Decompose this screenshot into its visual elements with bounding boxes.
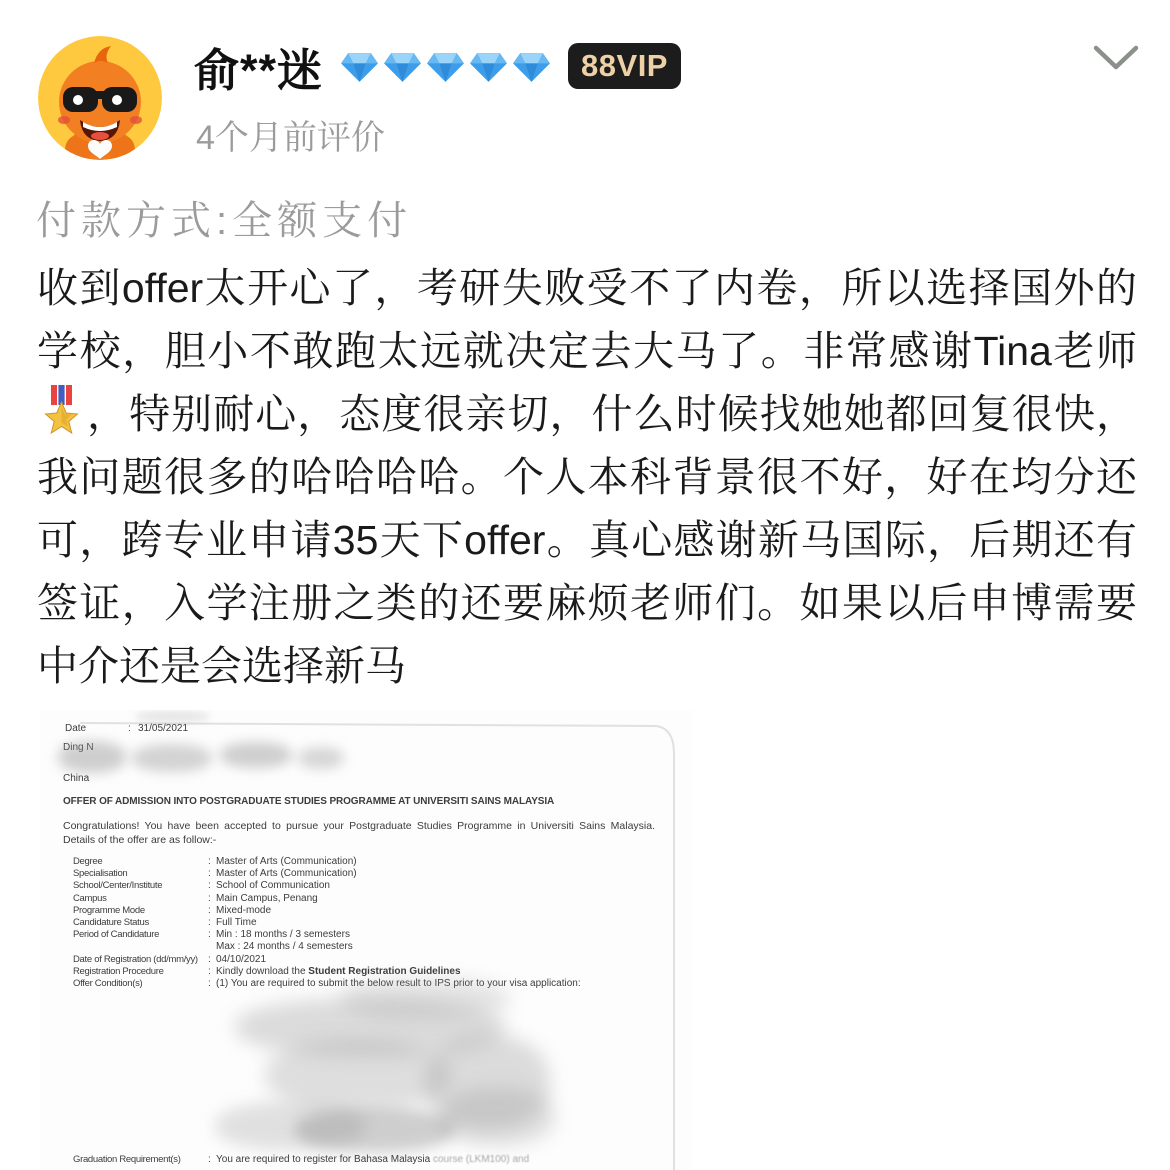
- doc-detail-row: School/Center/Institute : School of Communication: [73, 880, 330, 892]
- redaction-smudge: [220, 742, 292, 768]
- doc-detail-row: Programme Mode : Mixed-mode: [73, 904, 272, 916]
- avatar: [38, 36, 162, 160]
- review-text-part2: ，特别耐心，态度很亲切，什么时候找她她都回复很快，我问题很多的哈哈哈哈。个人本科背景很不好，好在均分还可，跨专业申请35天下offer。真心感谢新马国际，后期还有签证，入学注册之类的还要麻烦老师们。如果以后申博需要中介还是会选择新马: [37, 391, 1137, 689]
- doc-date-row: Date : 31/05/2021: [65, 723, 189, 734]
- redaction-smudge: [440, 1088, 555, 1146]
- diamond-icon: [468, 46, 509, 87]
- doc-title: OFFER OF ADMISSION INTO POSTGRADUATE STUDIES PROGRAMME AT UNIVERSITI SAINS MALAYSIA: [63, 796, 555, 807]
- diamond-icon: [382, 46, 423, 87]
- diamond-icon: [511, 46, 552, 87]
- review-text-part1: 收到offer太开心了，考研失败受不了内卷，所以选择国外的学校，胆小不敢跑太远就决定去大马了。非常感谢Tina老师: [37, 265, 1137, 374]
- buyer-rating-diamonds: [339, 46, 552, 87]
- chevron-down-icon[interactable]: [1092, 44, 1140, 72]
- doc-detail-row: Registration Procedure : Kindly download the Student Registration Guidelines: [73, 965, 461, 977]
- military-medal-icon: [42, 385, 81, 438]
- doc-detail-row: Candidature Status : Full Time: [73, 917, 257, 929]
- mascot-avatar-icon: [38, 36, 162, 160]
- diamond-icon: [425, 46, 466, 87]
- payment-method: 付款方式:全额支付: [36, 199, 413, 243]
- vip-badge: 88VIP: [568, 43, 681, 89]
- doc-detail-row: Specialisation : Master of Arts (Communication): [73, 868, 357, 880]
- redaction-smudge: [340, 978, 510, 1018]
- review-time: 4个月前评价: [196, 119, 385, 157]
- review-text: [37, 257, 1137, 698]
- doc-details-table: [40, 856, 692, 990]
- attached-offer-letter-photo[interactable]: [40, 710, 692, 1170]
- redaction-smudge: [295, 1108, 455, 1152]
- doc-recipient-country: China: [63, 773, 90, 784]
- reviewer-username: 俞**迷: [194, 44, 324, 96]
- doc-detail-row: Campus : Main Campus, Penang: [73, 892, 318, 904]
- redaction-smudge: [135, 711, 210, 722]
- doc-date-value: 31/05/2021: [138, 723, 189, 734]
- doc-detail-row: Degree : Master of Arts (Communication): [73, 856, 357, 867]
- faded-text: course (LKM100) and: [432, 1154, 530, 1165]
- doc-recipient-name: Ding N: [63, 742, 94, 753]
- doc-intro: Congratulations! You have been accepted to pursue your Postgraduate Studies Programme in Universiti Sains Malaysia. Details of the offer are as follow:-: [63, 820, 655, 846]
- doc-date-label: Date: [65, 723, 87, 734]
- redaction-smudge: [132, 744, 212, 772]
- doc-detail-row: Offer Condition(s) : (1) You are required to submit the below result to IPS prior to your visa application:: [73, 978, 581, 990]
- doc-detail-row: Period of Candidature : Min : 18 months / 3 semesters: [73, 929, 350, 941]
- reviewer-header: [194, 40, 681, 96]
- redaction-smudge: [265, 1040, 450, 1110]
- doc-detail-row: Max : 24 months / 4 semesters: [216, 941, 353, 953]
- doc-detail-row: Date of Registration (dd/mm/yy) : 04/10/2021: [73, 953, 267, 965]
- doc-graduation-row: Graduation Requirement(s) : You are required to register for Bahasa Malaysia course (LKM100) and: [73, 1154, 530, 1165]
- redaction-smudge: [58, 741, 126, 773]
- redaction-smudge: [298, 747, 344, 769]
- diamond-icon: [339, 46, 380, 87]
